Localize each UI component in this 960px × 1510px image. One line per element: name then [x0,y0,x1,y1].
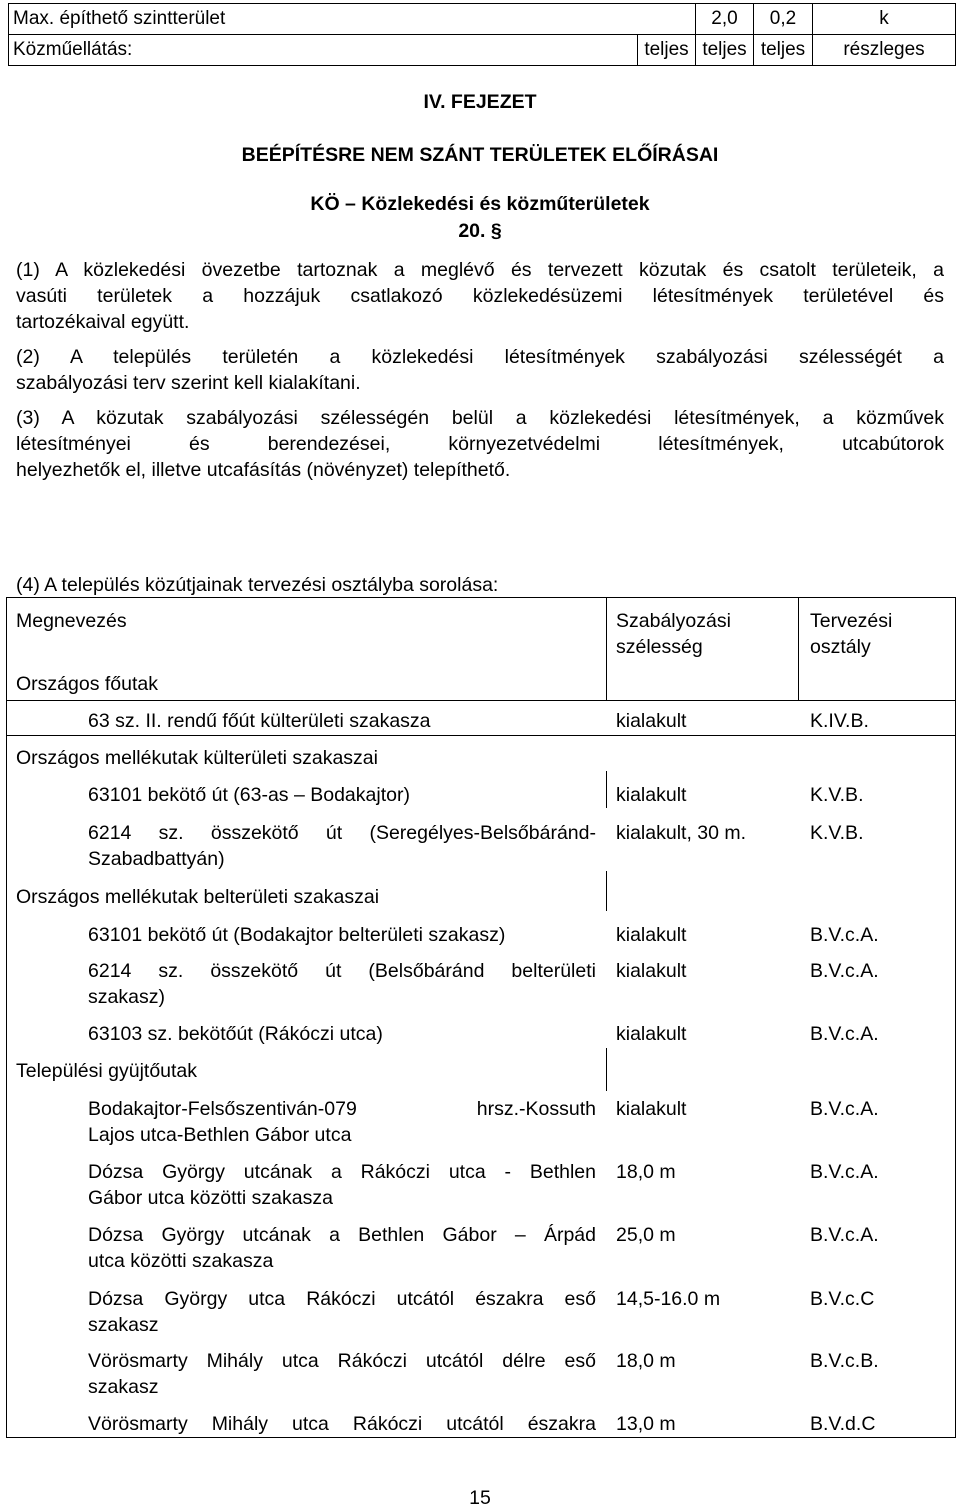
road-name-cont: Lajos utca-Bethlen Gábor utca [88,1124,352,1146]
road-name-cont: utca közötti szakasza [88,1250,274,1272]
road-name: Dózsa György utcának a Rákóczi utca - Bethlen [88,1161,596,1183]
table-row [9,35,956,66]
zoning-parameters-table [8,3,956,66]
road-width: kialakult [616,960,687,982]
header-class-line-1: Tervezési [810,610,893,632]
paragraph-2-line-2: szabályozási terv szerint kell kialakítani. [16,372,361,394]
table-cell: teljes [754,35,813,66]
table-divider [606,871,607,911]
road-width: 13,0 m [616,1413,676,1435]
table-cell: teljes [696,35,754,66]
chapter-number: IV. FEJEZET [423,91,537,113]
road-name: 6214 sz. összekötő út (Belsőbáránd belterületi [88,960,596,982]
road-class: B.V.d.C [810,1413,876,1435]
table-divider [6,700,956,701]
road-name-cont: szakasz [88,1314,159,1336]
paragraph-1-line-1: (1) A közlekedési övezetbe tartoznak a meglévő és tervezett közutak és csatolt területeik, a [16,259,944,281]
road-class: B.V.c.A. [810,924,879,946]
road-width: kialakult [616,1023,687,1045]
section-subtitle: KÖ – Közlekedési és közműterületek [310,193,650,215]
road-class: B.V.c.A. [810,960,879,982]
table-row [9,4,956,35]
road-name: 63101 bekötő út (Bodakajtor belterületi szakasz) [88,924,506,946]
group-heading: Országos főutak [16,673,158,695]
road-name: 63 sz. II. rendű főút külterületi szakasza [88,710,431,732]
table-cell: k [813,4,956,35]
road-name: Vörösmarty Mihály utca Rákóczi utcától északra [88,1413,596,1435]
road-class: B.V.c.C [810,1288,875,1310]
road-name-cont: Szabadbattyán) [88,848,225,870]
road-class: K.IV.B. [810,710,869,732]
table-divider [606,771,607,808]
road-name: 6214 sz. összekötő út (Seregélyes-Belsőbáránd- [88,822,596,844]
paragraph-3-line-1: (3) A közutak szabályozási szélességén belül a közlekedési létesítmények, a közművek [16,407,944,429]
road-name-cont: szakasz) [88,986,165,1008]
paragraph-1-line-3: tartozékaival együtt. [16,311,190,333]
row-label: Max. építhető szintterület [9,4,696,35]
road-class: B.V.c.B. [810,1350,879,1372]
road-name: Dózsa György utcának a Bethlen Gábor – Árpád [88,1224,596,1246]
table-cell: 0,2 [754,4,813,35]
page-number: 15 [469,1487,491,1509]
table-cell: részleges [813,35,956,66]
header-name: Megnevezés [16,610,127,632]
road-width: kialakult [616,710,687,732]
road-width: 14,5-16.0 m [616,1288,721,1310]
row-label: Közműellátás: [9,35,638,66]
paragraph-1-line-2: vasúti területek a hozzájuk csatlakozó közlekedésüzemi létesítmények területével és [16,285,944,307]
road-class: B.V.c.A. [810,1098,879,1120]
header-width-line-1: Szabályozási [616,610,731,632]
header-class-line-2: osztály [810,636,871,658]
table-divider [606,1048,607,1091]
group-heading: Országos mellékutak külterületi szakaszai [16,747,378,769]
road-class: K.V.B. [810,822,864,844]
road-name-cont: szakasz [88,1376,159,1398]
paragraph-4: (4) A település közútjainak tervezési osztályba sorolása: [16,574,499,596]
road-class: B.V.c.A. [810,1224,879,1246]
road-name-cont: Gábor utca közötti szakasza [88,1187,333,1209]
section-number: 20. § [458,220,502,242]
paragraph-3-line-3: helyezhetők el, illetve utcafásítás (növényzet) telepíthető. [16,459,511,481]
table-cell: 2,0 [696,4,754,35]
group-heading: Települési gyüjtőutak [16,1060,198,1082]
road-width: 18,0 m [616,1350,676,1372]
road-name: Vörösmarty Mihály utca Rákóczi utcától délre eső [88,1350,596,1372]
road-class: K.V.B. [810,784,864,806]
table-divider [606,597,607,701]
road-width: 25,0 m [616,1224,676,1246]
road-class: B.V.c.A. [810,1161,879,1183]
road-class: B.V.c.A. [810,1023,879,1045]
road-width: 18,0 m [616,1161,676,1183]
road-name: Bodakajtor-Felsőszentiván-079 hrsz.-Kossuth [88,1098,596,1120]
road-width: kialakult [616,784,687,806]
paragraph-3-line-2: létesítményei és berendezései, környezetvédelmi létesítmények, utcabútorok [16,433,944,455]
road-width: kialakult, 30 m. [616,822,747,844]
road-name: 63103 sz. bekötőút (Rákóczi utca) [88,1023,383,1045]
table-divider [6,735,956,736]
chapter-title: BEÉPÍTÉSRE NEM SZÁNT TERÜLETEK ELŐÍRÁSAI [241,144,719,166]
road-width: kialakult [616,1098,687,1120]
header-width-line-2: szélesség [616,636,703,658]
table-cell: teljes [638,35,696,66]
road-name: 63101 bekötő út (63-as – Bodakajtor) [88,784,410,806]
group-heading: Országos mellékutak belterületi szakaszai [16,886,380,908]
paragraph-2-line-1: (2) A település területén a közlekedési létesítmények szabályozási szélességét a [16,346,944,368]
table-divider [798,597,799,701]
road-width: kialakult [616,924,687,946]
road-name: Dózsa György utca Rákóczi utcától északra eső [88,1288,596,1310]
